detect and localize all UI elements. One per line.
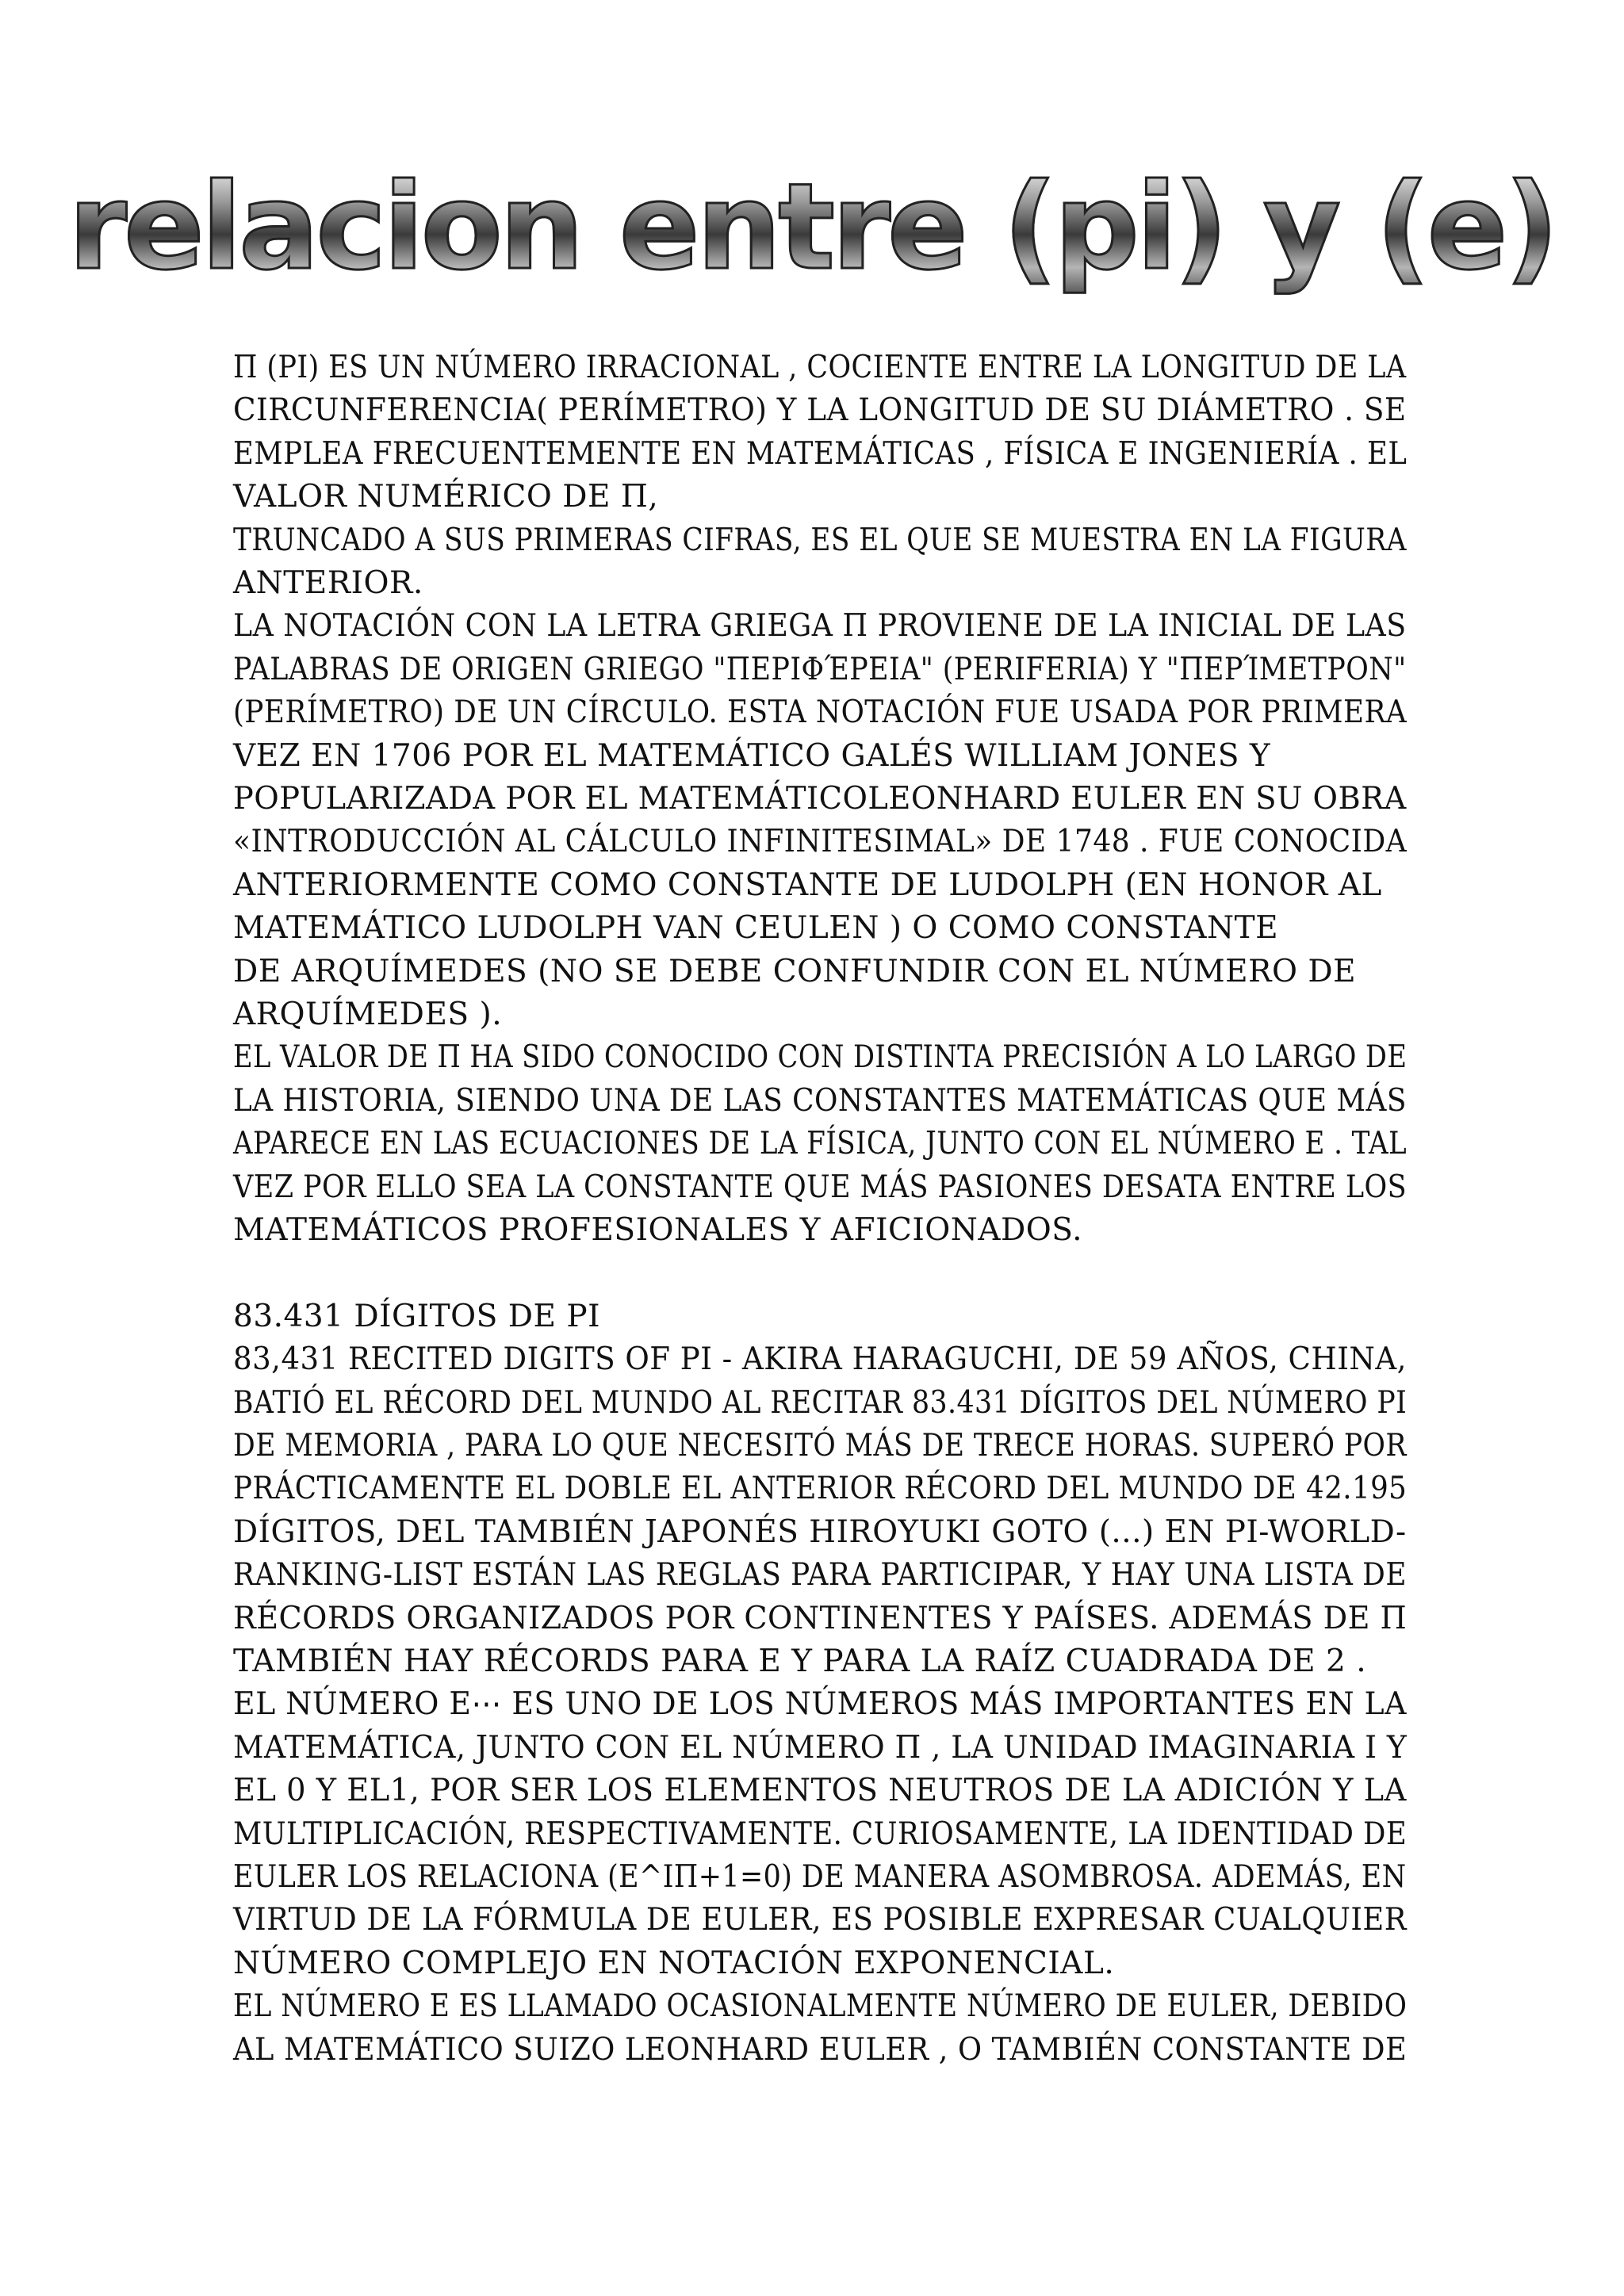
text-line: MATEMÁTICOS PROFESIONALES Y AFICIONADOS. xyxy=(233,1212,1082,1249)
text-line: EL VALOR DE Π HA SIDO CONOCIDO CON DISTINTA PRECISIÓN A LO LARGO DE xyxy=(233,1039,1408,1076)
text-line: RANKING-LIST ESTÁN LAS REGLAS PARA PARTICIPAR, Y HAY UNA LISTA DE xyxy=(233,1557,1407,1594)
text-line: BATIÓ EL RÉCORD DEL MUNDO AL RECITAR 83.431 DÍGITOS DEL NÚMERO PI xyxy=(233,1384,1408,1421)
text-line: VEZ POR ELLO SEA LA CONSTANTE QUE MÁS PASIONES DESATA ENTRE LOS xyxy=(233,1169,1408,1205)
text-line: APARECE EN LAS ECUACIONES DE LA FÍSICA, JUNTO CON EL NÚMERO E . TAL xyxy=(233,1126,1408,1162)
page-title: relacion entre (pi) y (e) xyxy=(0,163,1624,293)
text-line: MATEMÁTICO LUDOLPH VAN CEULEN ) O COMO CONSTANTE xyxy=(233,910,1279,947)
text-line: (PERÍMETRO) DE UN CÍRCULO. ESTA NOTACIÓN FUE USADA POR PRIMERA xyxy=(233,695,1408,731)
text-line: 83.431 DÍGITOS DE PI xyxy=(233,1298,600,1334)
text-line: EMPLEA FRECUENTEMENTE EN MATEMÁTICAS , FÍSICA E INGENIERÍA . EL xyxy=(233,435,1408,472)
text-line: CIRCUNFERENCIA( PERÍMETRO) Y LA LONGITUD DE SU DIÁMETRO . SE xyxy=(233,392,1407,429)
text-line: RÉCORDS ORGANIZADOS POR CONTINENTES Y PAÍSES. ADEMÁS DE Π xyxy=(233,1600,1408,1636)
text-line: DE MEMORIA , PARA LO QUE NECESITÓ MÁS DE TRECE HORAS. SUPERÓ POR xyxy=(233,1428,1407,1464)
text-line: ANTERIORMENTE COMO CONSTANTE DE LUDOLPH (EN HONOR AL xyxy=(233,867,1382,903)
text-line: DÍGITOS, DEL TAMBIÉN JAPONÉS HIROYUKI GOTO (...) EN PI-WORLD- xyxy=(233,1513,1407,1550)
body-text xyxy=(233,346,1407,2072)
text-line: TAMBIÉN HAY RÉCORDS PARA E Y PARA LA RAÍZ CUADRADA DE 2 . xyxy=(233,1644,1367,1680)
text-line: ANTERIOR. xyxy=(233,565,423,602)
text-line: EL NÚMERO E⋯ ES UNO DE LOS NÚMEROS MÁS IMPORTANTES EN LA xyxy=(233,1686,1407,1723)
text-line: AL MATEMÁTICO SUIZO LEONHARD EULER , O TAMBIÉN CONSTANTE DE xyxy=(233,2031,1408,2068)
text-line: DE ARQUÍMEDES (NO SE DEBE CONFUNDIR CON EL NÚMERO DE xyxy=(233,953,1357,989)
text-line: VEZ EN 1706 POR EL MATEMÁTICO GALÉS WILLIAM JONES Y xyxy=(233,737,1271,774)
text-line: MULTIPLICACIÓN, RESPECTIVAMENTE. CURIOSAMENTE, LA IDENTIDAD DE xyxy=(233,1816,1408,1852)
text-line: «INTRODUCCIÓN AL CÁLCULO INFINITESIMAL» DE 1748 . FUE CONOCIDA xyxy=(233,824,1408,860)
text-line: Π (PI) ES UN NÚMERO IRRACIONAL , COCIENTE ENTRE LA LONGITUD DE LA xyxy=(233,350,1407,385)
text-line: NÚMERO COMPLEJO EN NOTACIÓN EXPONENCIAL. xyxy=(233,1945,1115,1981)
text-line: ARQUÍMEDES ). xyxy=(233,997,503,1032)
text-line: 83,431 RECITED DIGITS OF PI - AKIRA HARAGUCHI, DE 59 AÑOS, CHINA, xyxy=(233,1341,1407,1378)
text-line: POPULARIZADA POR EL MATEMÁTICOLEONHARD EULER EN SU OBRA xyxy=(233,781,1407,817)
text-line: MATEMÁTICA, JUNTO CON EL NÚMERO Π , LA UNIDAD IMAGINARIA I Y xyxy=(233,1729,1408,1766)
text-line xyxy=(233,1252,1407,1295)
text-line: LA HISTORIA, SIENDO UNA DE LAS CONSTANTES MATEMÁTICAS QUE MÁS xyxy=(233,1082,1407,1119)
text-line: EL 0 Y EL1, POR SER LOS ELEMENTOS NEUTROS DE LA ADICIÓN Y LA xyxy=(233,1773,1407,1809)
text-line: PALABRAS DE ORIGEN GRIEGO "ΠΕΡΙΦΈΡΕΙΑ" (PERIFERIA) Y "ΠΕΡΊΜΕΤΡΟΝ" xyxy=(233,651,1407,687)
text-line: LA NOTACIÓN CON LA LETRA GRIEGA Π PROVIENE DE LA INICIAL DE LAS xyxy=(233,608,1407,645)
text-line: TRUNCADO A SUS PRIMERAS CIFRAS, ES EL QUE SE MUESTRA EN LA FIGURA xyxy=(233,522,1407,558)
text-line: PRÁCTICAMENTE EL DOBLE EL ANTERIOR RÉCORD DEL MUNDO DE 42.195 xyxy=(233,1471,1408,1507)
text-line: VIRTUD DE LA FÓRMULA DE EULER, ES POSIBLE EXPRESAR CUALQUIER xyxy=(233,1902,1407,1938)
text-line: EL NÚMERO E ES LLAMADO OCASIONALMENTE NÚMERO DE EULER, DEBIDO xyxy=(233,1988,1408,2025)
text-line: EULER LOS RELACIONA (E^IΠ+1=0) DE MANERA ASOMBROSA. ADEMÁS, EN xyxy=(233,1859,1407,1896)
text-line: VALOR NUMÉRICO DE Π, xyxy=(233,479,659,515)
